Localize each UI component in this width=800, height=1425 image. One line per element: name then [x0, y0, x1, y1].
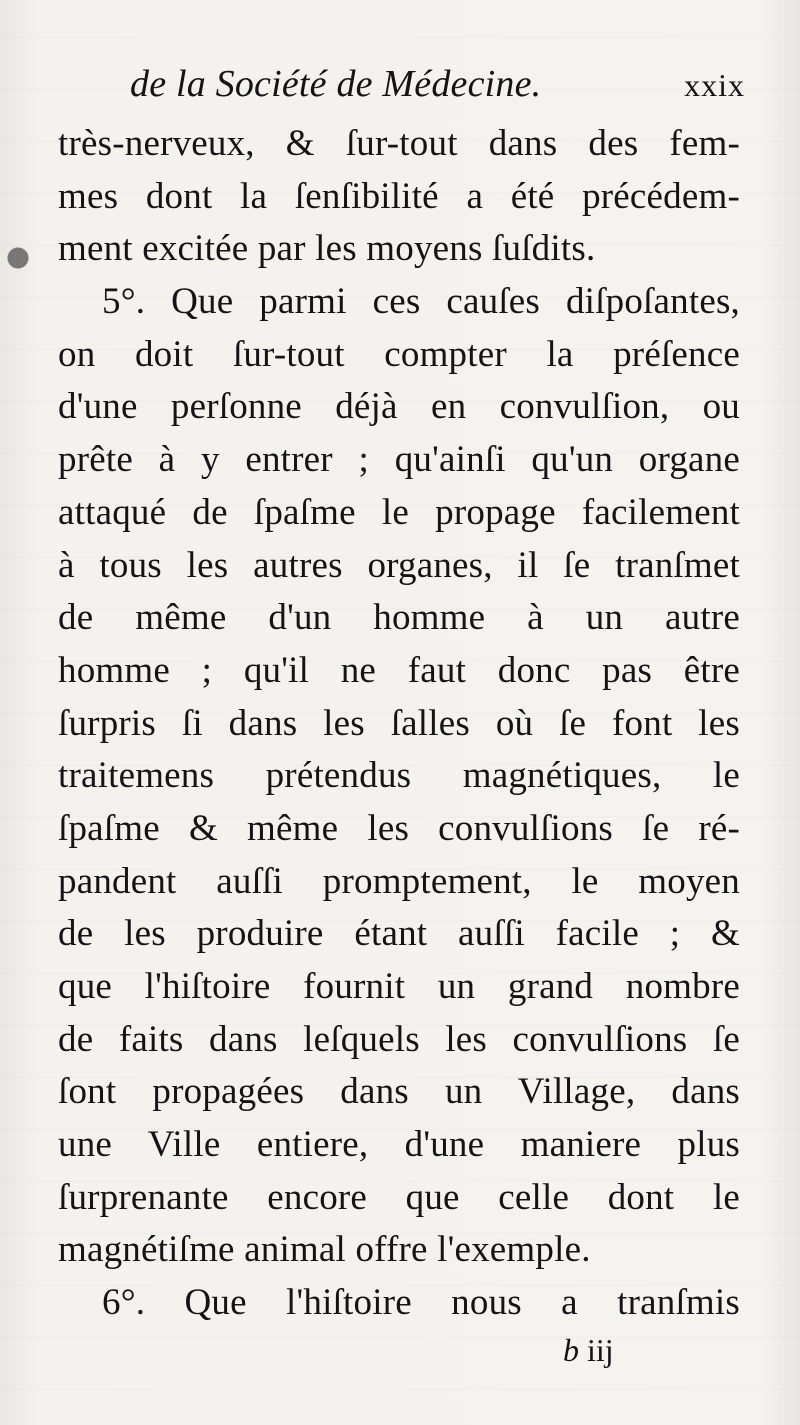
text-line: de faits dans leſquels les convulſions ſe	[58, 1018, 740, 1060]
text-line: 6°. Que l'hiſtoire nous a tranſmis	[102, 1282, 740, 1324]
text-line: ſurprenante encore que celle dont le	[58, 1176, 740, 1218]
body-text	[58, 118, 740, 1330]
text-line: ſurpris ſi dans les ſalles où ſe font les	[58, 702, 740, 744]
text-line: à tous les autres organes, il ſe tranſmet	[58, 544, 740, 586]
text-line: mes dont la ſenſibilité a été précédem-	[58, 175, 740, 217]
text-line: pandent auſſi promptement, le moyen	[58, 860, 740, 902]
text-line: ment excitée par les moyens ſuſdits.	[58, 228, 596, 270]
text-line: traitemens prétendus magnétiques, le	[58, 755, 740, 797]
text-line: 5°. Que parmi ces cauſes diſpoſantes,	[102, 281, 740, 323]
text-line: une Ville entiere, d'une maniere plus	[58, 1124, 740, 1166]
text-line: d'une perſonne déjà en convulſion, ou	[58, 386, 740, 428]
text-line: on doit ſur-tout compter la préſence	[58, 333, 740, 375]
text-line: magnétiſme animal offre l'exemple.	[58, 1229, 591, 1271]
running-head: de la Société de Médecine.	[130, 63, 542, 105]
text-line: ſont propagées dans un Village, dans	[58, 1071, 740, 1113]
signature-letter: b	[563, 1332, 579, 1368]
text-line: que l'hiſtoire fournit un grand nombre	[58, 966, 740, 1007]
text-line: ſpaſme & même les convulſions ſe ré-	[58, 807, 740, 849]
text-line: homme ; qu'il ne faut donc pas être	[58, 649, 740, 691]
signature-mark	[563, 1330, 653, 1370]
text-line: attaqué de ſpaſme le propage facilement	[58, 491, 740, 533]
page-number: xxix	[684, 67, 745, 103]
text-line: de les produire étant auſſi facile ; &	[58, 913, 740, 955]
text-line: prête à y entrer ; qu'ainſi qu'un organe	[58, 439, 740, 481]
page-header	[130, 58, 745, 110]
text-line: de même d'un homme à un autre	[58, 597, 740, 639]
text-line: très-nerveux, & ſur-tout dans des fem-	[58, 123, 740, 164]
signature-roman: iij	[587, 1332, 614, 1368]
